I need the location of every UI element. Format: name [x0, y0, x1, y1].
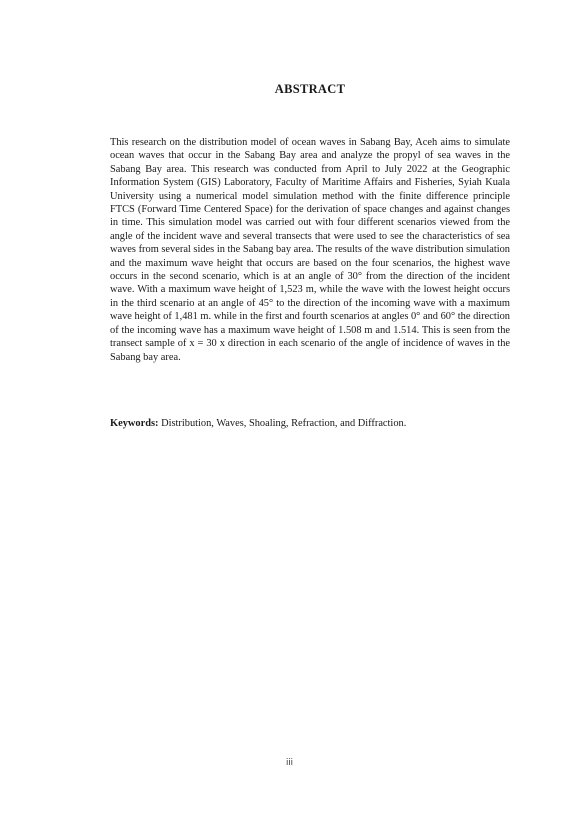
page-title: ABSTRACT — [274, 82, 346, 96]
keywords-text: Distribution, Waves, Shoaling, Refraction, and Diffraction. — [158, 418, 407, 429]
abstract-paragraph: This research on the distribution model of ocean waves in Sabang Bay, Aceh aims to simulate ocean waves that occur in the Sabang Bay area and analyze the propyl of sea waves in the Sabang Bay area. This research was conducted from April to July 2022 at the Geographic Information System (GIS) Laboratory, Faculty of Maritime Affairs and Fisheries, Syiah Kuala University using a numerical model simulation method with the finite difference principle FTCS (Forward Time Centered Space) for the derivation of space changes and against changes in time. This simulation model was carried out with four different scenarios viewed from the angle of the incident wave and several transects that were used to see the characteristics of sea waves from several sides in the Sabang bay area. The results of the wave distribution simulation and the maximum wave height that occurs are based on the four scenarios, the highest wave occurs in the second scenario, which is at an angle of 30° from the direction of the incident wave. With a maximum wave height of 1,523 m, while the wave with the lowest height occurs in the third scenario at an angle of 45° to the direction of the incoming wave with a maximum wave height of 1,481 m. while in the first and fourth scenarios at angles 0° and 60° the direction of the incoming wave has a maximum wave height of 1.508 m and 1.514. This is seen from the transect sample of x = 30 x direction in each scenario of the angle of incidence of waves in the Sabang bay area. — [110, 137, 510, 363]
keywords-line — [110, 417, 510, 430]
page-number: iii — [285, 758, 294, 768]
keywords-label: Keywords: — [110, 418, 159, 429]
